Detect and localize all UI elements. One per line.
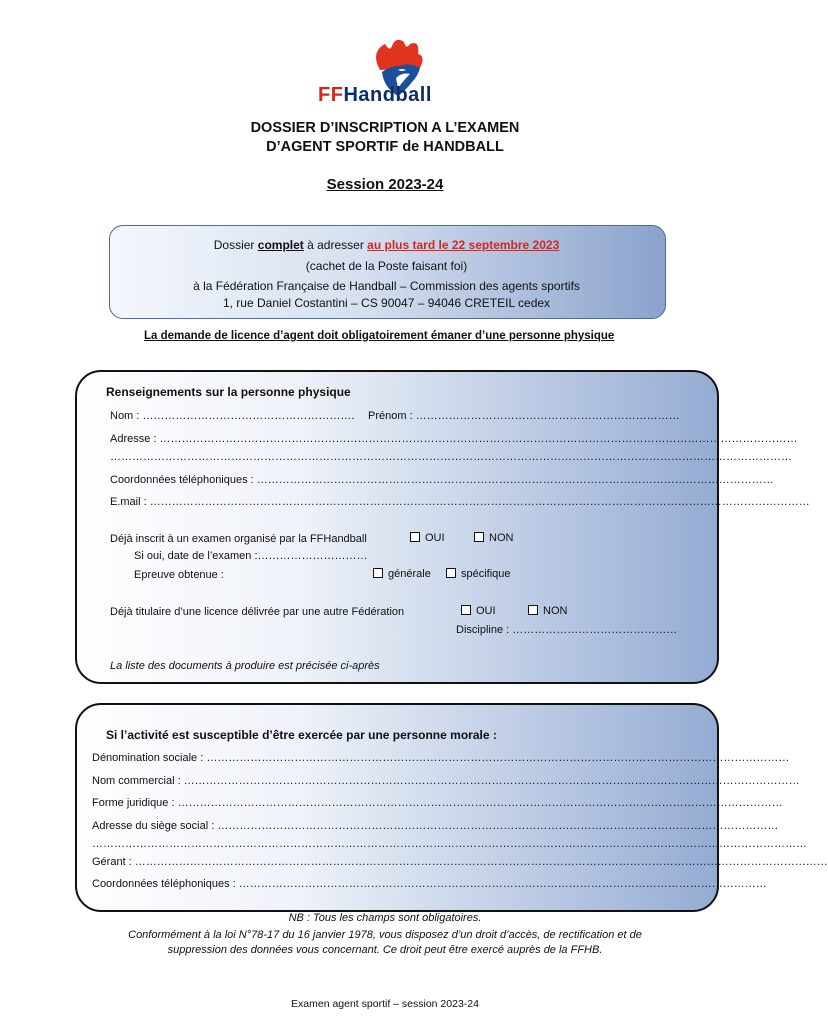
gerant-field[interactable]: Gérant : ……………………………………………………………………………………………………………………………………………………………………… xyxy=(92,856,828,868)
info-line-address: 1, rue Daniel Costantini – CS 90047 – 94046 CRETEIL cedex xyxy=(222,296,551,310)
titulaire-oui-checkbox[interactable]: OUI xyxy=(461,605,496,617)
adresse-field-line2[interactable]: …………………………………………………………………………………………………………………………………………………………………… xyxy=(110,451,792,463)
session-label: Session 2023-24 xyxy=(326,176,444,193)
nom-commercial-field[interactable]: Nom commercial : …………………………………………………………………………………………………………………………………………………… xyxy=(92,775,800,787)
generale-checkbox[interactable]: générale xyxy=(373,568,431,580)
adresse-field[interactable]: Adresse : ………………………………………………………………………………………………………………………………………………………… xyxy=(110,433,798,445)
brand-name: FFHandball xyxy=(318,84,432,106)
telephone-field[interactable]: Coordonnées téléphoniques : …………………………………………………………………………………………………………………………… xyxy=(110,474,774,486)
siege-adresse-field-line2[interactable]: …………………………………………………………………………………………………………………………………………………………………………… xyxy=(92,838,807,850)
checkbox-icon xyxy=(474,532,484,542)
coordonnees-field[interactable]: Coordonnées téléphoniques : ……………………………………………………………………………………………………………………………… xyxy=(92,878,767,890)
deja-inscrit-label: Déjà inscrit à un examen organisé par la FFHandball xyxy=(110,533,367,545)
documents-list-note: La liste des documents à produire est précisée ci-après xyxy=(110,660,380,672)
checkbox-icon xyxy=(461,605,471,615)
checkbox-icon xyxy=(373,568,383,578)
deja-titulaire-label: Déjà titulaire d’une licence délivrée par une autre Fédération xyxy=(110,606,405,618)
prenom-field[interactable]: Prénom : ……………………………………………………………… xyxy=(368,410,680,422)
denomination-field[interactable]: Dénomination sociale : …………………………………………………………………………………………………………………………………………… xyxy=(92,752,790,764)
section2-title: Si l’activité est susceptible d’être exercée par une personne morale : xyxy=(106,728,497,742)
nb-line1: NB : Tous les champs sont obligatoires. xyxy=(288,912,482,924)
nom-field[interactable]: Nom : …………………………………………………. xyxy=(110,410,355,422)
checkbox-icon xyxy=(410,532,420,542)
forme-juridique-field[interactable]: Forme juridique : ………………………………………………………………………………………………………………………………………………… xyxy=(92,797,783,809)
info-line-deadline: Dossier complet à adresser au plus tard le 22 septembre 2023 xyxy=(213,238,560,252)
inscrit-non-checkbox[interactable]: NON xyxy=(474,532,513,544)
physical-person-notice: La demande de licence d’agent doit obligatoirement émaner d’une personne physique xyxy=(144,330,615,342)
section1-title: Renseignements sur la personne physique xyxy=(106,385,351,399)
specifique-checkbox[interactable]: spécifique xyxy=(446,568,511,580)
nb-line2: Conformément à la loi N°78-17 du 16 janvier 1978, vous disposez d’un droit d’accès, de rectification et de xyxy=(128,929,642,941)
page-footer: Examen agent sportif – session 2023-24 xyxy=(291,998,479,1010)
email-field[interactable]: E.mail : ……………………………………………………………………………………………………………………………………………………………… xyxy=(110,496,810,508)
checkbox-icon xyxy=(446,568,456,578)
nb-line3: suppression des données vous concernant. Ce droit peut être exercé auprès de la FFHB. xyxy=(167,944,603,956)
titulaire-non-checkbox[interactable]: NON xyxy=(528,605,567,617)
discipline-field[interactable]: Discipline : ……………………………………… xyxy=(456,624,678,636)
date-examen-field[interactable]: Si oui, date de l’examen :………………………… xyxy=(134,550,368,562)
info-line-recipient: à la Fédération Française de Handball – Commission des agents sportifs xyxy=(193,279,580,293)
inscrit-oui-checkbox[interactable]: OUI xyxy=(410,532,445,544)
checkbox-icon xyxy=(528,605,538,615)
epreuve-label: Epreuve obtenue : xyxy=(134,569,224,581)
document-title-line2: D’AGENT SPORTIF de HANDBALL xyxy=(266,139,504,155)
document-title-line1: DOSSIER D’INSCRIPTION A L’EXAMEN xyxy=(250,120,520,136)
info-line-postmark: (cachet de la Poste faisant foi) xyxy=(305,259,468,273)
siege-adresse-field[interactable]: Adresse du siège social : ……………………………………………………………………………………………………………………………………… xyxy=(92,820,779,832)
